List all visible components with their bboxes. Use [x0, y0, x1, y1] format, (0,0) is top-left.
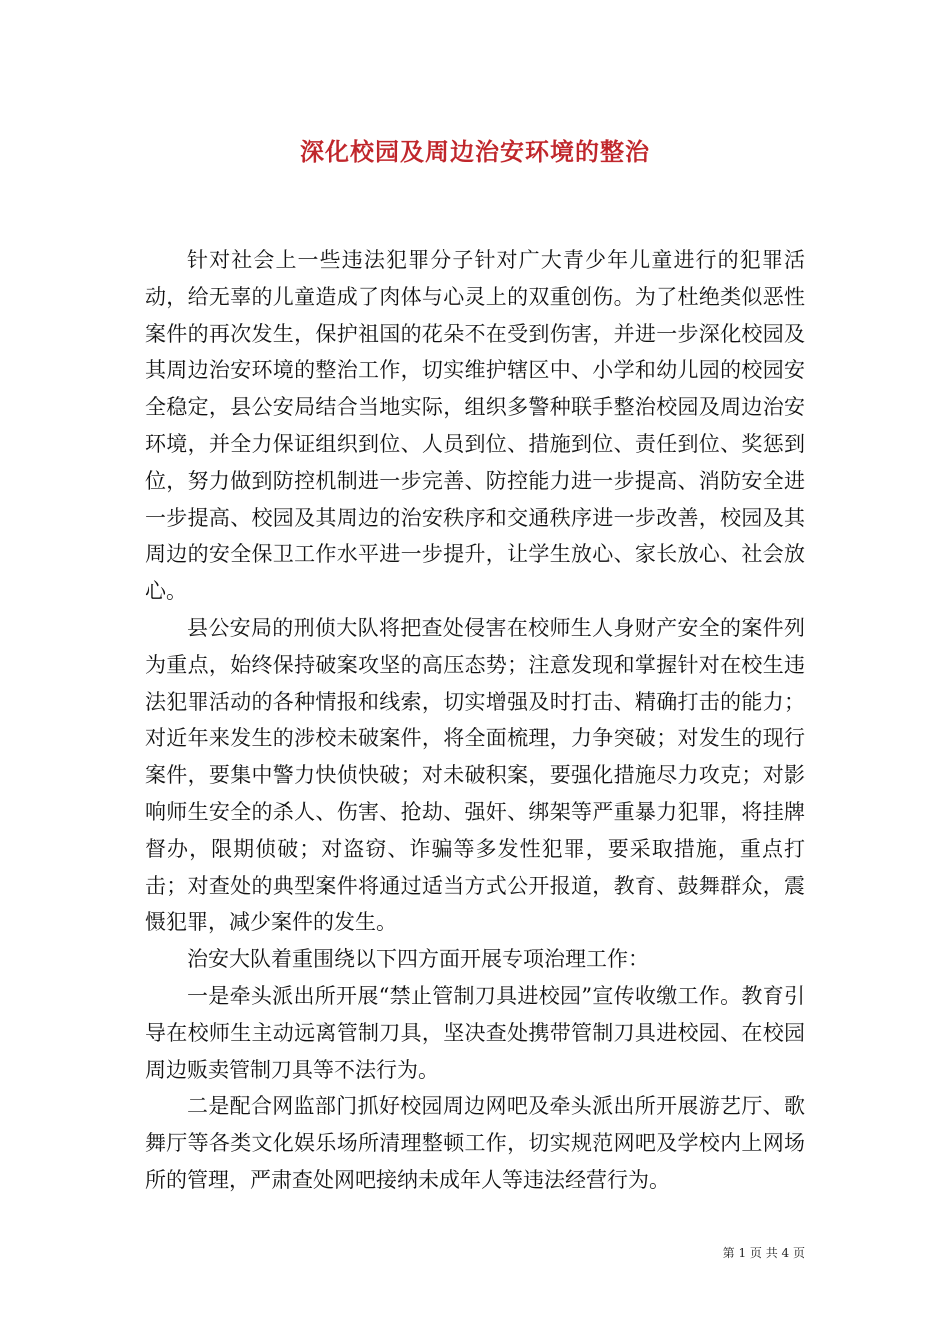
paragraph-3: 治安大队着重围绕以下四方面开展专项治理工作：: [187, 947, 649, 972]
document-title: 深化校园及周边治安环境的整治: [300, 137, 650, 166]
paragraph-4: 一是牵头派出所开展“禁止管制刀具进校园”宣传收缴工作。教育引导在校师生主动远离管制刀具，坚决查处携带管制刀具进校园、在校园周边贩卖管制刀具等不法行为。: [145, 983, 805, 1082]
paragraph-5: 二是配合网监部门抓好校园周边网吧及牵头派出所开展游艺厅、歌舞厅等各类文化娱乐场所清理整顿工作，切实规范网吧及学校内上网场所的管理，严肃查处网吧接纳未成年人等违法经营行为。: [145, 1094, 805, 1192]
paragraph-2: 县公安局的刑侦大队将把查处侵害在校师生人身财产安全的案件列为重点，始终保持破案攻坚的高压态势；注意发现和掌握针对在校生违法犯罪活动的各种情报和线索，切实增强及时打击、精确打击的能力；对近年来发生的涉校未破案件，将全面梳理，力争突破；对发生的现行案件，要集中警力快侦快破；对未破积案，要强化措施尽力攻克；对影响师生安全的杀人、伤害、抢劫、强奸、绑架等严重暴力犯罪，将挂牌督办，限期侦破；对盗窃、诈骗等多发性犯罪，要采取措施，重点打击；对查处的典型案件将通过适当方式公开报道，教育、鼓舞群众，震慑犯罪，减少案件的发生。: [145, 615, 805, 935]
paragraph-1: 针对社会上一些违法犯罪分子针对广大青少年儿童进行的犯罪活动，给无辜的儿童造成了肉体与心灵上的双重创伤。为了杜绝类似恶性案件的再次发生，保护祖国的花朵不在受到伤害，并进一步深化校园及其周边治安环境的整治工作，切实维护辖区中、小学和幼儿园的校园安全稳定，县公安局结合当地实际，组织多警种联手整治校园及周边治安环境，并全力保证组织到位、人员到位、措施到位、责任到位、奖惩到位，努力做到防控机制进一步完善、防控能力进一步提高、消防安全进一步提高、校园及其周边的治安秩序和交通秩序进一步改善，校园及其周边的安全保卫工作水平进一步提升，让学生放心、家长放心、社会放心。: [145, 248, 805, 604]
document-body: [145, 242, 805, 1199]
page-number-footer: 第 1 页 共 4 页: [722, 1246, 805, 1260]
